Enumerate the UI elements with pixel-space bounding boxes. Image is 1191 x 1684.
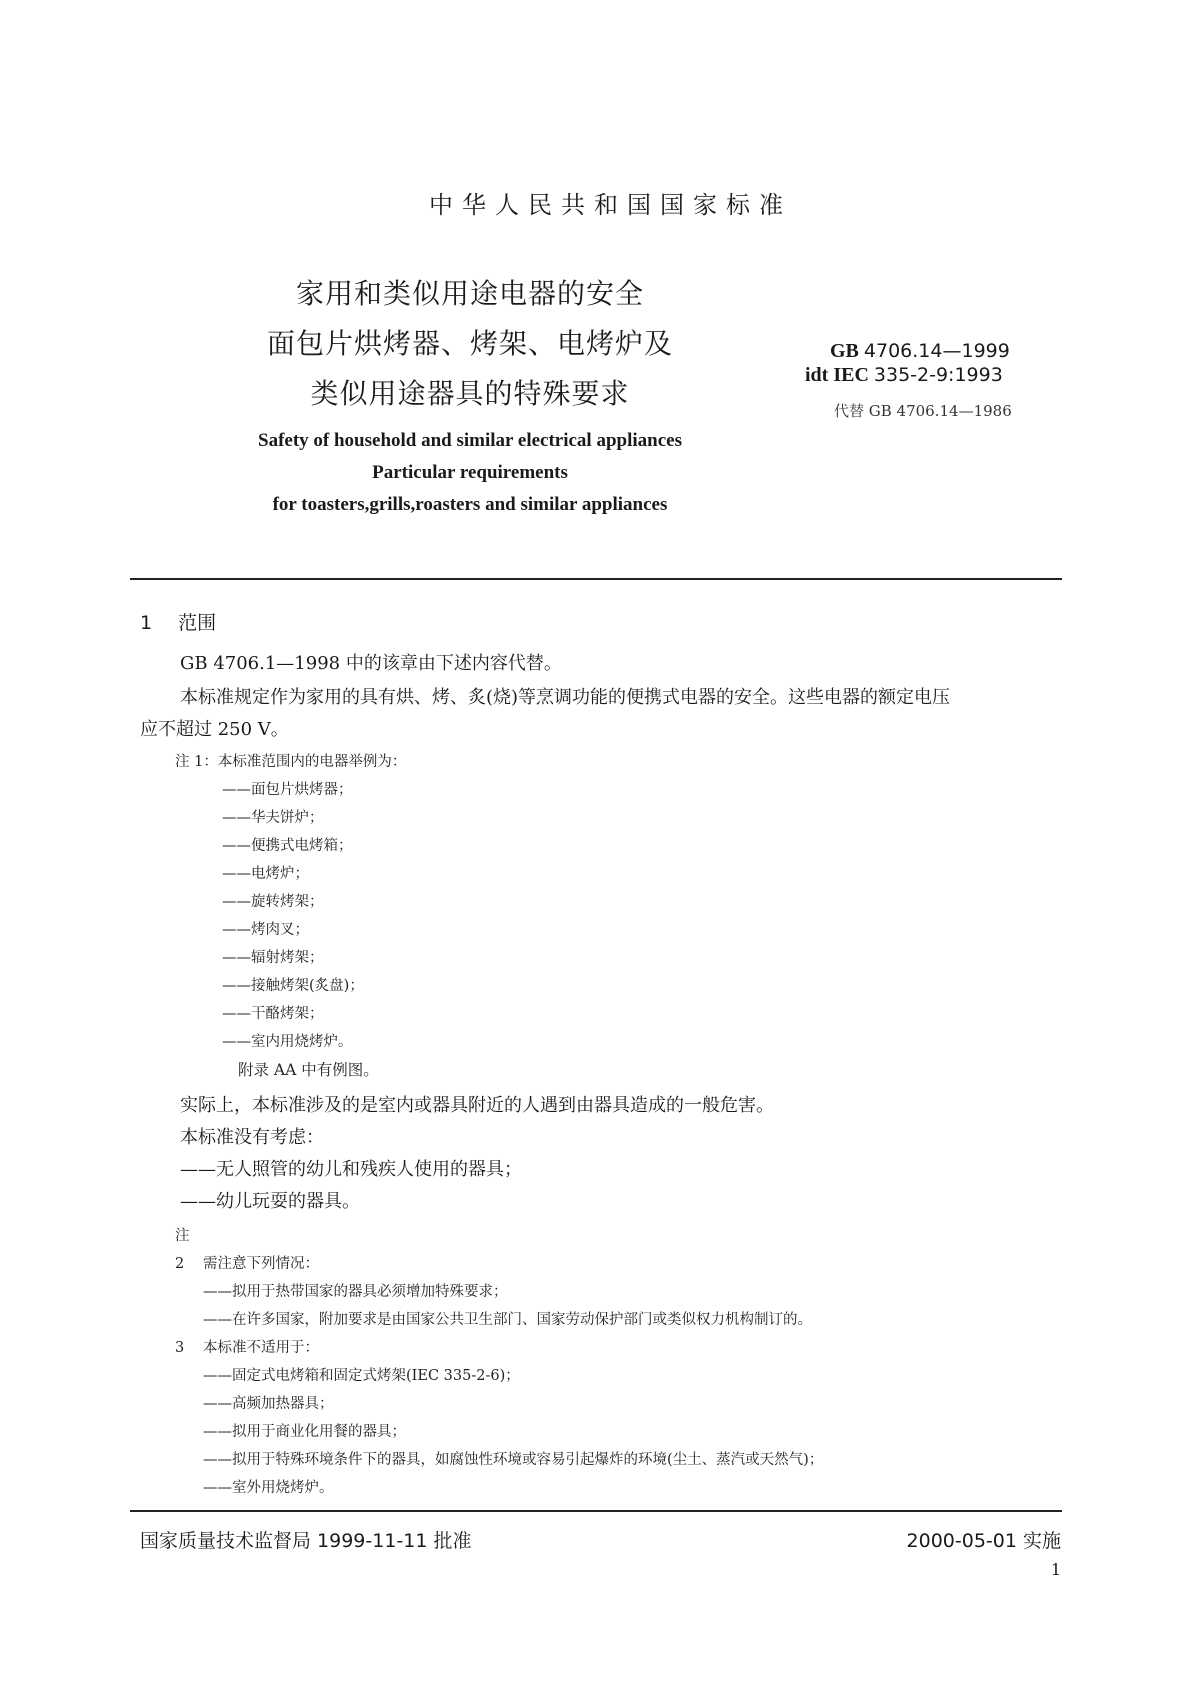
list-item: ——拟用于商业化用餐的器具； <box>203 1424 406 1440</box>
list-item: ——室内用烧烤炉。 <box>222 1034 353 1050</box>
page-number: 1 <box>1050 1560 1061 1579</box>
paragraph-6: ——幼儿玩耍的器具。 <box>180 1191 360 1212</box>
examples-list <box>222 776 364 1056</box>
note-2-text: 需注意下列情况： <box>203 1256 319 1272</box>
list-item: ——烤肉叉； <box>222 922 309 938</box>
note-label: 注 <box>175 1228 190 1244</box>
national-standard-heading <box>0 185 1191 220</box>
list-item: ——面包片烘烤器； <box>222 782 353 798</box>
title-en-line-3: for toasters,grills,roasters and similar appliances <box>272 494 668 515</box>
idt-number: 335-2-9:1993 <box>873 364 1003 386</box>
section-number: 1 <box>140 612 153 634</box>
list-item: ——干酪烤架； <box>222 1006 324 1022</box>
footer-divider <box>130 1510 1062 1512</box>
code-number: 4706.14—1999 <box>863 340 1010 362</box>
paragraph-2-line-2: 应不超过 250 V。 <box>140 719 289 740</box>
paragraph-1: GB 4706.1—1998 中的该章由下述内容代替。 <box>180 653 562 674</box>
national-standard-text: 中华人民共和国国家标准 <box>429 191 792 219</box>
list-item: ——拟用于热带国家的器具必须增加特殊要求； <box>203 1284 508 1300</box>
list-item: ——拟用于特殊环境条件下的器具，如腐蚀性环境或容易引起爆炸的环境(尘土、蒸汽或天然气)； <box>203 1452 824 1468</box>
list-item: ——室外用烧烤炉。 <box>203 1480 334 1496</box>
replaces-code: 代替 GB 4706.14—1986 <box>834 402 1012 420</box>
list-item: ——在许多国家，附加要求是由国家公共卫生部门、国家劳动保护部门或类似权力机构制订的。 <box>203 1312 812 1328</box>
list-item: ——电烤炉； <box>222 866 309 882</box>
paragraph-2-line-1: 本标准规定作为家用的具有烘、烤、炙(烧)等烹调功能的便携式电器的安全。这些电器的额定电压 <box>180 687 951 708</box>
section-heading <box>140 608 216 635</box>
note-3-number: 3 <box>175 1340 185 1356</box>
idt-code <box>805 364 1003 387</box>
note-3-text: 本标准不适用于： <box>203 1340 319 1356</box>
annex-reference: 附录 AA 中有例图。 <box>238 1061 379 1079</box>
title-cn-line-3: 类似用途器具的特殊要求 <box>310 377 630 410</box>
notes-block <box>175 1222 823 1502</box>
paragraph-5: ——无人照管的幼儿和残疾人使用的器具； <box>180 1159 522 1180</box>
paragraph-4: 本标准没有考虑： <box>180 1127 324 1148</box>
title-cn-line-1: 家用和类似用途电器的安全 <box>295 277 644 310</box>
note-2-number: 2 <box>175 1256 185 1272</box>
idt-prefix: idt IEC <box>805 364 869 386</box>
paragraph-3: 实际上，本标准涉及的是室内或器具附近的人遇到由器具造成的一般危害。 <box>180 1095 774 1116</box>
note-2 <box>175 1250 823 1278</box>
title-cn-line-2: 面包片烘烤器、烤架、电烤炉及 <box>266 327 673 360</box>
code-prefix: GB <box>830 340 859 362</box>
list-item: ——便携式电烤箱； <box>222 838 353 854</box>
section-title: 范围 <box>178 612 217 634</box>
title-en-line-1: Safety of household and similar electrical appliances <box>258 430 682 451</box>
list-item: ——固定式电烤箱和固定式烤架(IEC 335-2-6)； <box>203 1368 520 1384</box>
list-item: ——高频加热器具； <box>203 1396 334 1412</box>
header-divider <box>130 578 1062 580</box>
list-item: ——接触烤架(炙盘)； <box>222 978 364 994</box>
standard-code <box>830 340 1010 363</box>
list-item: ——华夫饼炉； <box>222 810 324 826</box>
note-1-intro: 注 1：本标准范围内的电器举例为： <box>175 754 407 770</box>
title-en-line-2: Particular requirements <box>372 462 568 483</box>
list-item: ——辐射烤架； <box>222 950 324 966</box>
list-item: ——旋转烤架； <box>222 894 324 910</box>
approval-info: 国家质量技术监督局 1999-11-11 批准 <box>140 1530 472 1552</box>
note-3 <box>175 1334 823 1362</box>
effective-date: 2000-05-01 实施 <box>906 1530 1061 1552</box>
